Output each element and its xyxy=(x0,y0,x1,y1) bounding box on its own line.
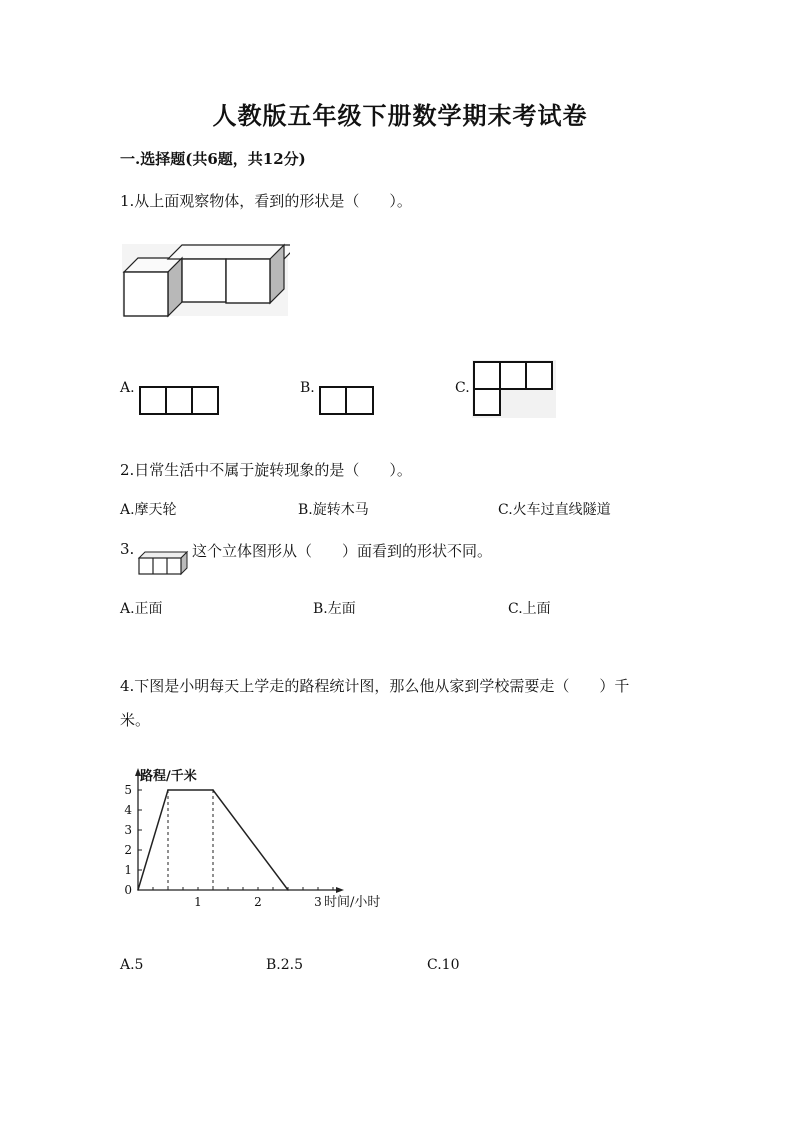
q1-option-b-figure xyxy=(318,384,376,416)
q1-option-a-figure xyxy=(138,384,220,416)
x-tick-label: 3 xyxy=(314,895,322,909)
x-tick-label: 2 xyxy=(254,895,262,909)
question-4-text-line1: 4.下图是小明每天上学走的路程统计图，那么他从家到学校需要走（ ）千 xyxy=(120,677,630,695)
q3-option-b: B.左面 xyxy=(313,601,356,617)
y-tick-label: 3 xyxy=(124,823,132,837)
y-tick-label: 4 xyxy=(124,803,132,817)
q3-solid-figure xyxy=(137,548,189,576)
section-heading: 一.选择题(共6题，共12分) xyxy=(120,150,306,168)
data-point xyxy=(287,889,289,891)
q4-option-b: B.2.5 xyxy=(266,957,304,973)
question-4-text-line2: 米。 xyxy=(120,711,151,729)
x-axis-title: 时间/小时 xyxy=(324,895,381,910)
y-tick-label: 5 xyxy=(124,783,132,797)
y-tick-label: 0 xyxy=(124,883,132,897)
page-title: 人教版五年级下册数学期末考试卷 xyxy=(212,101,588,130)
q1-option-b-label: B. xyxy=(300,380,315,396)
y-axis-title: 路程/千米 xyxy=(140,769,197,784)
q3-option-a: A.正面 xyxy=(120,601,163,617)
question-3-number: 3. xyxy=(120,540,135,558)
data-point xyxy=(167,789,169,791)
question-2-text: 2.日常生活中不属于旋转现象的是（ ）。 xyxy=(120,461,412,479)
q2-option-a: A.摩天轮 xyxy=(120,502,177,518)
x-tick-label: 1 xyxy=(194,895,202,909)
q2-option-c: C.火车过直线隧道 xyxy=(498,502,611,518)
q4-option-a: A.5 xyxy=(120,957,144,973)
data-point xyxy=(212,789,214,791)
y-tick-label: 1 xyxy=(124,863,132,877)
question-3-text: 这个立体图形从（ ）面看到的形状不同。 xyxy=(192,542,493,560)
distance-time-chart xyxy=(112,762,402,912)
q1-option-c-label: C. xyxy=(455,380,470,396)
data-point xyxy=(137,889,139,891)
x-axis-arrow xyxy=(336,887,344,893)
y-tick-label: 2 xyxy=(124,843,132,857)
q2-option-b: B.旋转木马 xyxy=(298,502,369,518)
q1-option-a-label: A. xyxy=(120,380,135,396)
q1-solid-figure xyxy=(120,240,290,320)
q4-option-c: C.10 xyxy=(427,957,460,973)
q1-option-c-figure xyxy=(472,360,556,418)
question-1-text: 1.从上面观察物体，看到的形状是（ ）。 xyxy=(120,192,412,210)
q3-option-c: C.上面 xyxy=(508,601,551,617)
